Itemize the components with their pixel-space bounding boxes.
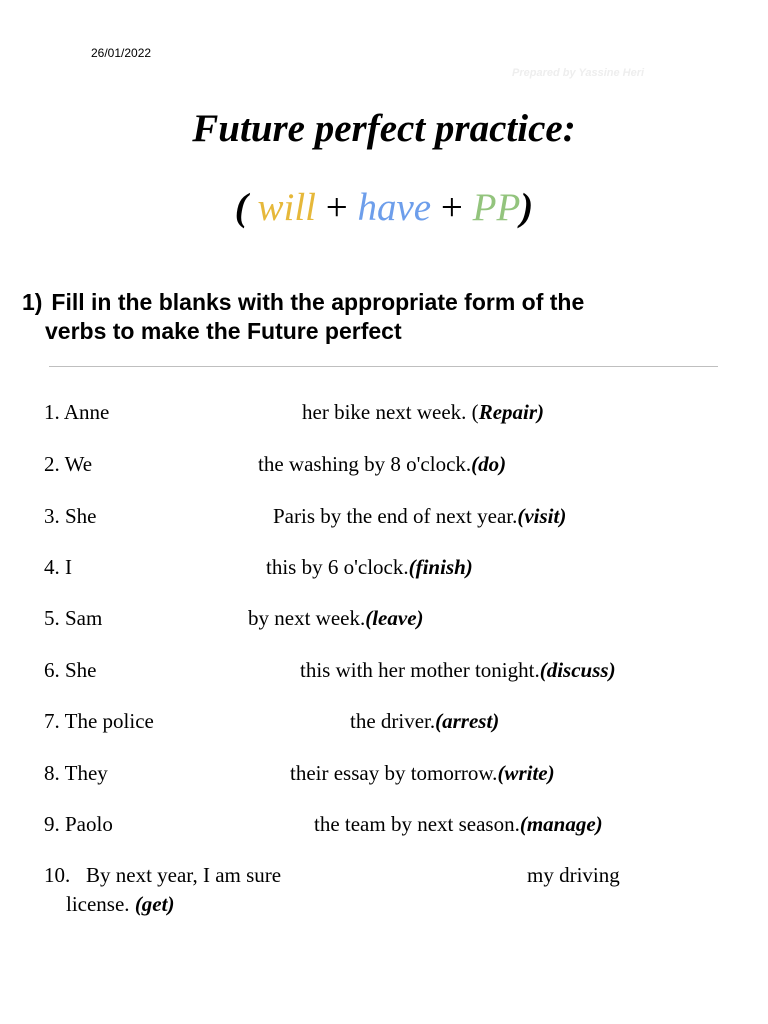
item-10-line2: license.: [66, 892, 130, 916]
exercise-item: [44, 502, 567, 530]
formula-have: have: [357, 186, 432, 229]
item-subject: 1. Anne: [44, 400, 110, 424]
divider-line: [49, 366, 718, 367]
item-sentence: [300, 656, 616, 684]
item-verb-hint: (finish): [408, 555, 473, 579]
item-verb-hint: (visit): [517, 504, 567, 528]
exercise-item: [44, 398, 545, 426]
exercise-heading: [22, 288, 722, 346]
item-verb-hint: (discuss): [539, 658, 616, 682]
formula-will: will: [257, 186, 316, 229]
date-label: 26/01/2022: [91, 46, 152, 60]
item-verb-hint: (arrest): [435, 709, 500, 733]
item-sentence-text: this by 6 o'clock.: [266, 555, 409, 579]
item-10-hint: (get): [134, 892, 175, 916]
item-sentence: [302, 398, 544, 426]
exercise-heading-line1: Fill in the blanks with the appropriate form of the: [51, 289, 585, 315]
item-sentence-text: by next week.: [248, 606, 366, 630]
item-subject: 4. I: [44, 555, 72, 579]
exercise-item: [44, 759, 555, 787]
item-verb-hint: (leave): [365, 606, 424, 630]
formula-close-paren: ): [520, 186, 534, 229]
item-10-start: By next year, I am sure: [86, 863, 282, 887]
item-sentence-text: the washing by 8 o'clock.: [258, 452, 472, 476]
item-sentence-text: their essay by tomorrow.: [290, 761, 498, 785]
formula-plus-1: +: [325, 186, 348, 229]
formula: [0, 183, 768, 233]
item-sentence-text: Paris by the end of next year.: [273, 504, 518, 528]
exercise-item: [44, 656, 616, 684]
prepared-by-watermark: Prepared by Yassine Heri: [512, 67, 645, 79]
item-sentence-text: her bike next week. (: [302, 400, 479, 424]
item-subject: 3. She: [44, 504, 97, 528]
item-sentence: [350, 707, 499, 735]
item-subject: 8. They: [44, 761, 108, 785]
worksheet-title: Future perfect practice:: [192, 107, 576, 150]
item-10-number: 10.: [44, 863, 71, 887]
item-sentence: [314, 810, 603, 838]
item-sentence-text: the team by next season.: [314, 812, 520, 836]
item-subject: 2. We: [44, 452, 93, 476]
item-subject: 5. Sam: [44, 606, 103, 630]
item-subject: 7. The police: [44, 709, 154, 733]
item-subject: 6. She: [44, 658, 97, 682]
item-sentence: [266, 553, 473, 581]
formula-open-paren: (: [234, 186, 248, 229]
item-verb-hint: (manage): [519, 812, 603, 836]
item-sentence-text: this with her mother tonight.: [300, 658, 540, 682]
exercise-item-10: [44, 861, 664, 919]
exercise-item: [44, 810, 603, 838]
formula-plus-2: +: [440, 186, 463, 229]
exercise-item: [44, 450, 507, 478]
exercise-number: 1): [22, 289, 43, 315]
item-verb-hint: (write): [497, 761, 555, 785]
exercise-heading-line2: verbs to make the Future perfect: [45, 318, 402, 344]
item-verb-hint: Repair): [478, 400, 545, 424]
exercise-item: [44, 707, 500, 735]
item-sentence: [273, 502, 566, 530]
item-sentence: [258, 450, 506, 478]
item-subject: 9. Paolo: [44, 812, 113, 836]
item-verb-hint: (do): [471, 452, 507, 476]
item-sentence-text: the driver.: [350, 709, 436, 733]
exercise-item: [44, 553, 473, 581]
item-10-mid: my driving: [527, 863, 620, 887]
item-sentence: [248, 604, 424, 632]
item-sentence: [290, 759, 555, 787]
exercise-item: [44, 604, 424, 632]
formula-pp: PP: [472, 186, 521, 229]
